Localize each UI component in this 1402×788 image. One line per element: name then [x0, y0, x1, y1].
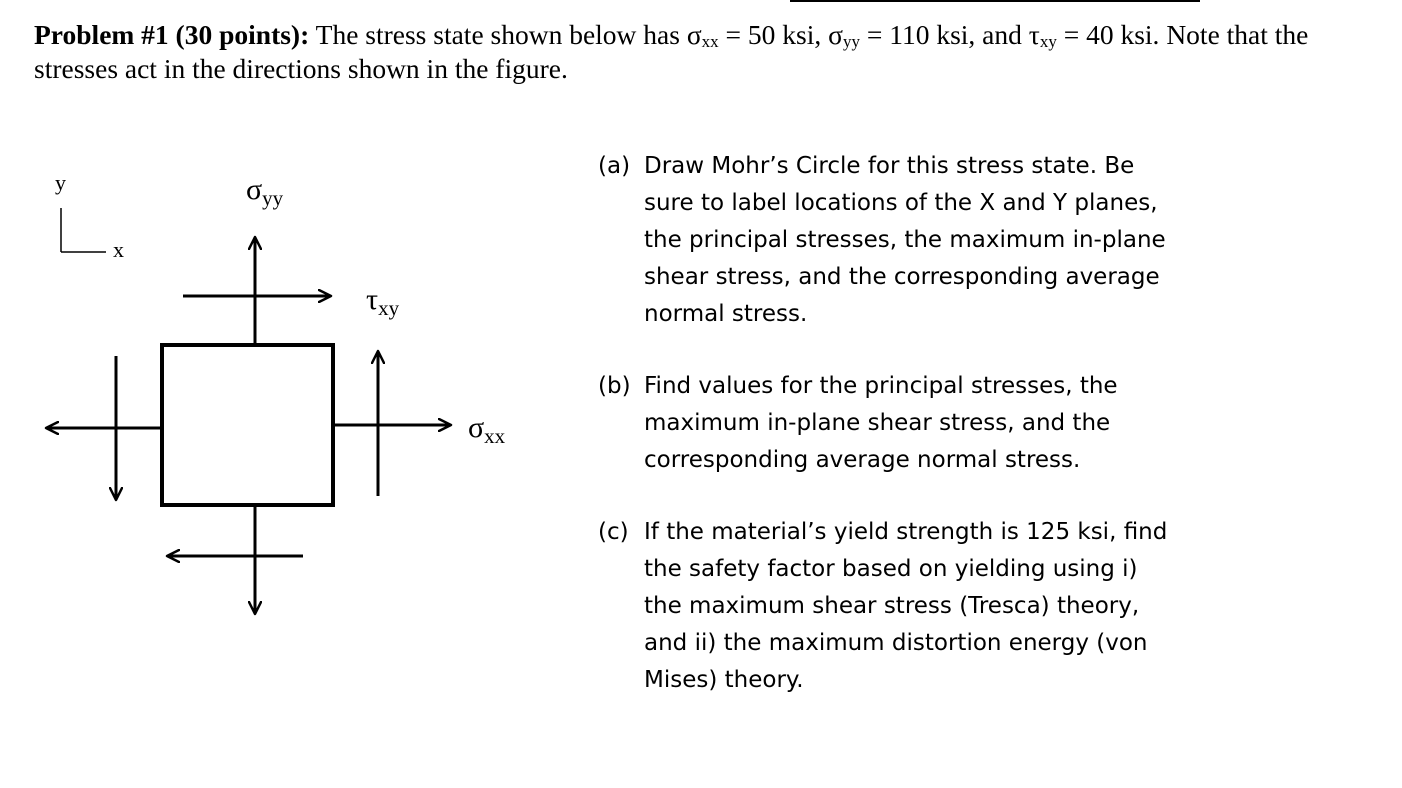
sigma-yy-subscript: yy	[842, 32, 860, 51]
sigma-xx-label-sub: xx	[484, 424, 506, 448]
sigma-yy-value: = 110 ksi, and	[866, 19, 1022, 50]
problem-note: Note that the stresses act in the directions shown in the figure.	[34, 19, 1309, 84]
problem-intro: The stress state shown below has	[315, 19, 680, 50]
tau-xy-symbol: τ	[1028, 19, 1040, 50]
top-rule	[790, 0, 1200, 2]
question-c-label: (c)	[598, 519, 629, 545]
stress-element-figure	[0, 150, 560, 630]
question-a-text: Draw Mohr’s Circle for this stress state. Be sure to label locations of the X and Y planes, the principal stresses, the maximum in-plane shear stress, and the corresponding average normal stress.	[644, 153, 1166, 327]
sigma-xx-subscript: xx	[701, 32, 719, 51]
question-c-text: If the material’s yield strength is 125 ksi, find the safety factor based on yielding using i) the maximum shear stress (Tresca) theory, and ii) the maximum distortion energy (von Mises) theory.	[644, 519, 1168, 693]
axis-y-label: y	[55, 170, 66, 195]
axis-x-label: x	[113, 237, 124, 262]
sigma-xx-symbol: σ	[686, 19, 702, 50]
sigma-yy-symbol: σ	[828, 19, 843, 50]
tau-xy-label-sub: xy	[378, 296, 400, 320]
sigma-xx-value: = 50 ksi,	[725, 19, 822, 50]
tau-xy-label-symbol: τ	[366, 283, 379, 316]
question-a-label: (a)	[598, 153, 631, 179]
axes-indicator	[55, 170, 124, 262]
tau-xy-value: = 40 ksi.	[1063, 19, 1160, 50]
question-list	[598, 148, 1218, 734]
tau-xy-subscript: xy	[1039, 32, 1057, 51]
question-c	[598, 514, 1218, 699]
problem-statement	[34, 18, 1374, 86]
sigma-yy-label-sub: yy	[262, 186, 284, 210]
tau-xy-label	[366, 283, 400, 320]
sigma-xx-label-symbol: σ	[468, 411, 485, 444]
question-b-label: (b)	[598, 373, 631, 399]
stress-element-square	[162, 345, 333, 505]
question-b-text: Find values for the principal stresses, the maximum in-plane shear stress, and the corresponding average normal stress.	[644, 373, 1118, 473]
sigma-xx-label	[468, 411, 506, 448]
question-b	[598, 368, 1218, 479]
sigma-yy-label	[246, 173, 284, 210]
problem-title: Problem #1 (30 points):	[34, 19, 310, 50]
sigma-yy-label-symbol: σ	[246, 173, 263, 206]
question-a	[598, 148, 1218, 333]
